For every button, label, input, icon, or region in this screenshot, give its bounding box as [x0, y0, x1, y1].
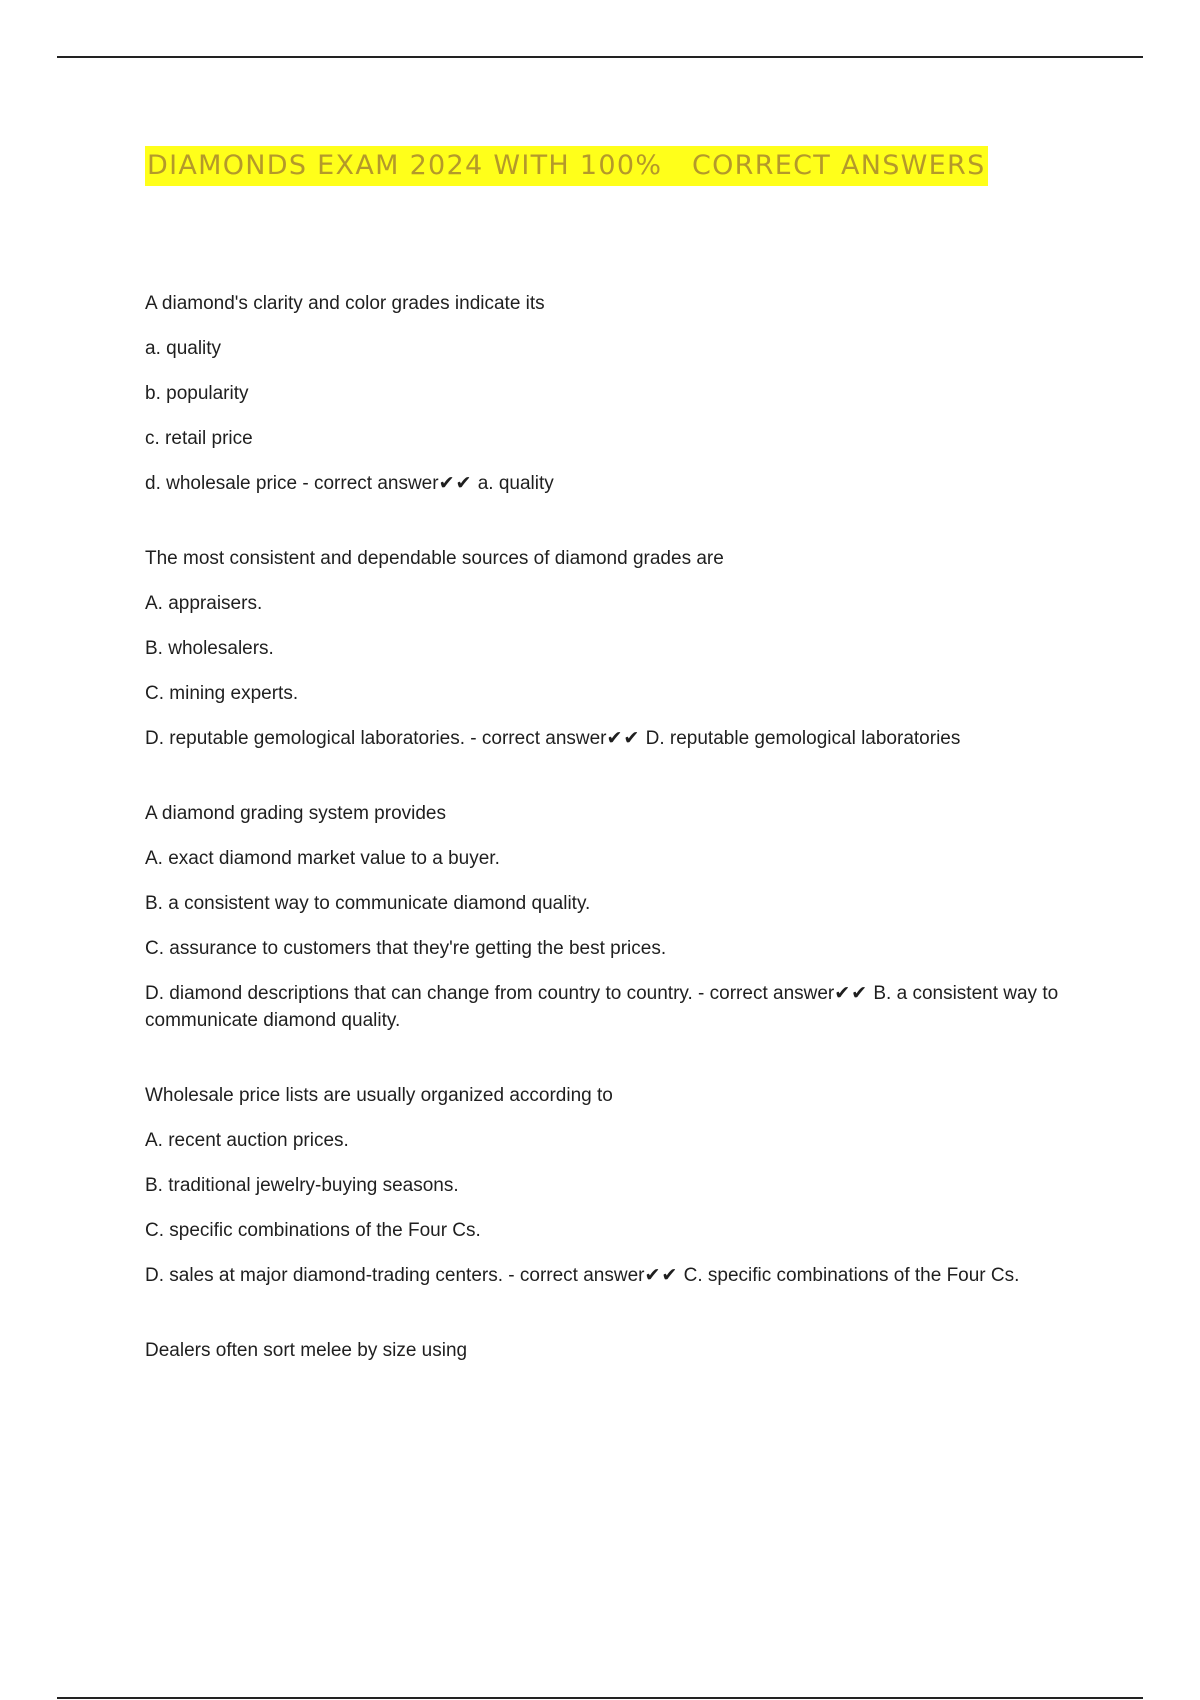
answer-separator: - correct answer [692, 983, 835, 1004]
option-c: C. specific combinations of the Four Cs. [145, 1220, 481, 1241]
questions-list [145, 290, 1085, 1412]
option-d-with-answer [145, 1262, 1085, 1289]
option-c: C. mining experts. [145, 683, 299, 704]
question-2 [145, 545, 1085, 752]
question-3 [145, 800, 1085, 1034]
question-prompt: Dealers often sort melee by size using [145, 1340, 468, 1361]
document-title: DIAMONDS EXAM 2024 WITH 100% CORRECT ANSWERS [145, 146, 988, 186]
answer-separator: - correct answer [465, 728, 607, 749]
answer-separator: - correct answer [503, 1265, 645, 1286]
option-d-with-answer [145, 470, 1085, 497]
option-a: a. quality [145, 338, 222, 359]
option-a: A. appraisers. [145, 593, 263, 614]
correct-answer: a. quality [472, 473, 554, 494]
option-c: C. assurance to customers that they're getting the best prices. [145, 938, 667, 959]
option-b: B. traditional jewelry-buying seasons. [145, 1175, 459, 1196]
correct-answer: C. specific combinations of the Four Cs. [678, 1265, 1020, 1286]
option-d: D. sales at major diamond-trading centers. [145, 1265, 503, 1286]
checkmark-icon: ✔✔ [834, 983, 869, 1004]
question-prompt: The most consistent and dependable sources of diamond grades are [145, 548, 724, 569]
question-prompt: A diamond grading system provides [145, 803, 446, 824]
option-d-with-answer [145, 980, 1085, 1034]
question-1 [145, 290, 1085, 497]
checkmark-icon: ✔✔ [606, 728, 641, 749]
question-prompt: A diamond's clarity and color grades indicate its [145, 293, 545, 314]
top-rule [57, 56, 1143, 58]
option-b: B. wholesalers. [145, 638, 274, 659]
question-prompt: Wholesale price lists are usually organized according to [145, 1085, 613, 1106]
answer-separator: - correct answer [297, 473, 439, 494]
checkmark-icon: ✔✔ [438, 473, 473, 494]
option-d: D. reputable gemological laboratories. [145, 728, 466, 749]
option-b: b. popularity [145, 383, 249, 404]
option-b: B. a consistent way to communicate diamond quality. [145, 893, 591, 914]
question-4 [145, 1082, 1085, 1289]
option-d: D. diamond descriptions that can change from country to country. [145, 983, 693, 1004]
checkmark-icon: ✔✔ [644, 1265, 679, 1286]
option-c: c. retail price [145, 428, 253, 449]
option-a: A. recent auction prices. [145, 1130, 349, 1151]
option-d-with-answer [145, 725, 1085, 752]
title-block [145, 146, 988, 186]
option-d: d. wholesale price [145, 473, 298, 494]
bottom-rule [57, 1697, 1143, 1699]
option-a: A. exact diamond market value to a buyer. [145, 848, 500, 869]
correct-answer: D. reputable gemological laboratories [640, 728, 961, 749]
question-5 [145, 1337, 1085, 1364]
correct-answer: B. a consistent way to communicate diamond quality. [145, 983, 1059, 1031]
